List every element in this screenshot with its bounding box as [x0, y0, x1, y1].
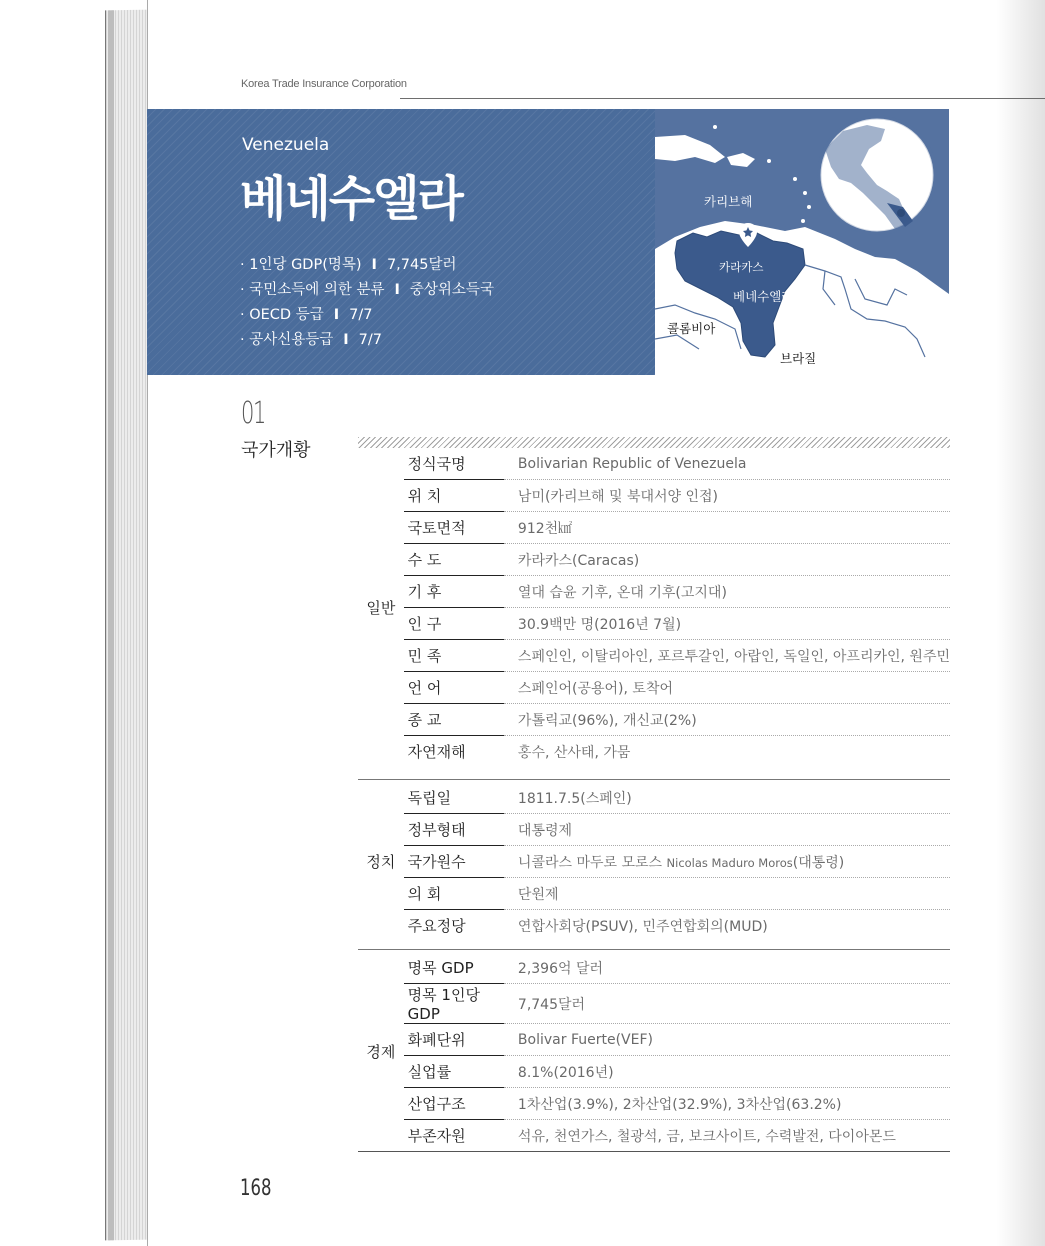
table-row [358, 640, 950, 672]
row-value: 남미(카리브해 및 북대서양 인접) [504, 480, 950, 512]
row-value: 2,396억 달러 [504, 952, 950, 984]
location-map [655, 109, 949, 375]
key-facts [240, 253, 494, 353]
header-rule [400, 98, 1045, 99]
row-value: 스페인인, 이탈리아인, 포르투갈인, 아랍인, 독일인, 아프리카인, 원주민 [504, 640, 950, 672]
map-label-brazil: 브라질 [780, 351, 817, 366]
row-label: 종 교 [404, 704, 504, 736]
fact-gdp-per-capita: · 1인당 GDP(명목) I 7,745달러 [240, 257, 457, 273]
row-value: 가톨릭교(96%), 개신교(2%) [504, 704, 950, 736]
row-label: 국토면적 [404, 512, 504, 544]
page-number: 168 [240, 1176, 272, 1201]
row-label: 실업률 [404, 1056, 504, 1088]
row-value: 8.1%(2016년) [504, 1056, 950, 1088]
row-value: Bolivar Fuerte(VEF) [504, 1024, 950, 1056]
group-divider [358, 767, 950, 780]
table-row [358, 782, 950, 814]
row-label: 독립일 [404, 782, 504, 814]
row-value: 912천㎢ [504, 512, 950, 544]
table-row [358, 480, 950, 512]
book-spine-edge [105, 10, 150, 1241]
country-name-en: Venezuela [242, 135, 330, 155]
group-general: 일반 [366, 599, 396, 617]
row-label: 주요정당 [407, 917, 466, 935]
row-label: 기 후 [404, 576, 504, 608]
map-label-atlantic: 대서양 [877, 267, 914, 282]
table-row [358, 736, 950, 768]
table-row [358, 1024, 950, 1056]
row-label: 민 족 [404, 640, 504, 672]
table-row [358, 846, 950, 878]
table-row [358, 704, 950, 736]
row-value: 7,745달러 [504, 984, 950, 1024]
row-value: 니콜라스 마두로 모로스 Nicolas Maduro Moros(대통령) [504, 846, 950, 878]
fact-income-class: · 국민소득에 의한 분류 I 중상위소득국 [240, 282, 494, 298]
row-value: Bolivarian Republic of Venezuela [504, 448, 950, 480]
map-label-colombia: 콜롬비아 [667, 321, 716, 336]
group-economy: 경제 [366, 1043, 396, 1061]
row-label: 화폐단위 [404, 1024, 504, 1056]
map-label-caribbean: 카리브해 [704, 194, 753, 209]
row-label: 정부형태 [404, 814, 504, 846]
row-value: 단원제 [504, 878, 950, 910]
row-value: 30.9백만 명(2016년 7월) [504, 608, 950, 640]
map-label-caracas: 카라카스 [719, 260, 764, 274]
corporation-header: Korea Trade Insurance Corporation [241, 78, 407, 90]
row-value: 카라카스(Caracas) [504, 544, 950, 576]
row-value: 1차산업(3.9%), 2차산업(32.9%), 3차산업(63.2%) [504, 1088, 950, 1120]
table-top-hatch [358, 437, 950, 448]
table-row [358, 1088, 950, 1120]
fact-oecd-grade: · OECD 등급 I 7/7 [240, 307, 373, 323]
table-bottom-rule [358, 1152, 950, 1155]
group-politics: 정치 [366, 853, 396, 871]
section-number: 01 [241, 396, 265, 431]
row-label: 자연재해 [407, 743, 466, 761]
table-row [358, 1056, 950, 1088]
row-value: 열대 습윤 기후, 온대 기후(고지대) [504, 576, 950, 608]
country-overview-table [358, 448, 950, 1154]
row-label: 수 도 [404, 544, 504, 576]
table-row [358, 544, 950, 576]
table-row [358, 512, 950, 544]
row-label: 언 어 [404, 672, 504, 704]
group-divider [358, 941, 950, 950]
row-label: 의 회 [404, 878, 504, 910]
row-label: 부존자원 [407, 1127, 466, 1145]
row-label: 산업구조 [404, 1088, 504, 1120]
row-label: 위 치 [404, 480, 504, 512]
table-row [358, 672, 950, 704]
table-row [358, 878, 950, 910]
row-label: 국가원수 [404, 846, 504, 878]
table-row [358, 984, 950, 1024]
row-label: 인 구 [404, 608, 504, 640]
table-row [358, 910, 950, 942]
row-value: 1811.7.5(스페인) [504, 782, 950, 814]
table-row [358, 814, 950, 846]
row-label: 정식국명 [404, 448, 504, 480]
country-name-kr: 베네수엘라 [240, 171, 462, 227]
table-row [358, 608, 950, 640]
fact-credit-grade: · 공사신용등급 I 7/7 [240, 332, 383, 348]
row-value: 석유, 천연가스, 철광석, 금, 보크사이트, 수력발전, 다이아몬드 [517, 1128, 896, 1145]
row-value: 스페인어(공용어), 토착어 [504, 672, 950, 704]
table-row [358, 952, 950, 984]
map-label-venezuela: 베네수엘라 [733, 289, 794, 304]
section-title: 국가개황 [241, 440, 311, 461]
row-label: 명목 GDP [404, 952, 504, 984]
row-value: 연합사회당(PSUV), 민주연합회의(MUD) [517, 918, 768, 935]
table-row [358, 576, 950, 608]
table-row [358, 1120, 950, 1152]
row-value: 홍수, 산사태, 가뭄 [517, 744, 631, 761]
row-value: 대통령제 [504, 814, 950, 846]
table-row [358, 448, 950, 480]
page-shadow [996, 0, 1045, 1246]
row-label: 명목 1인당 GDP [404, 984, 504, 1024]
